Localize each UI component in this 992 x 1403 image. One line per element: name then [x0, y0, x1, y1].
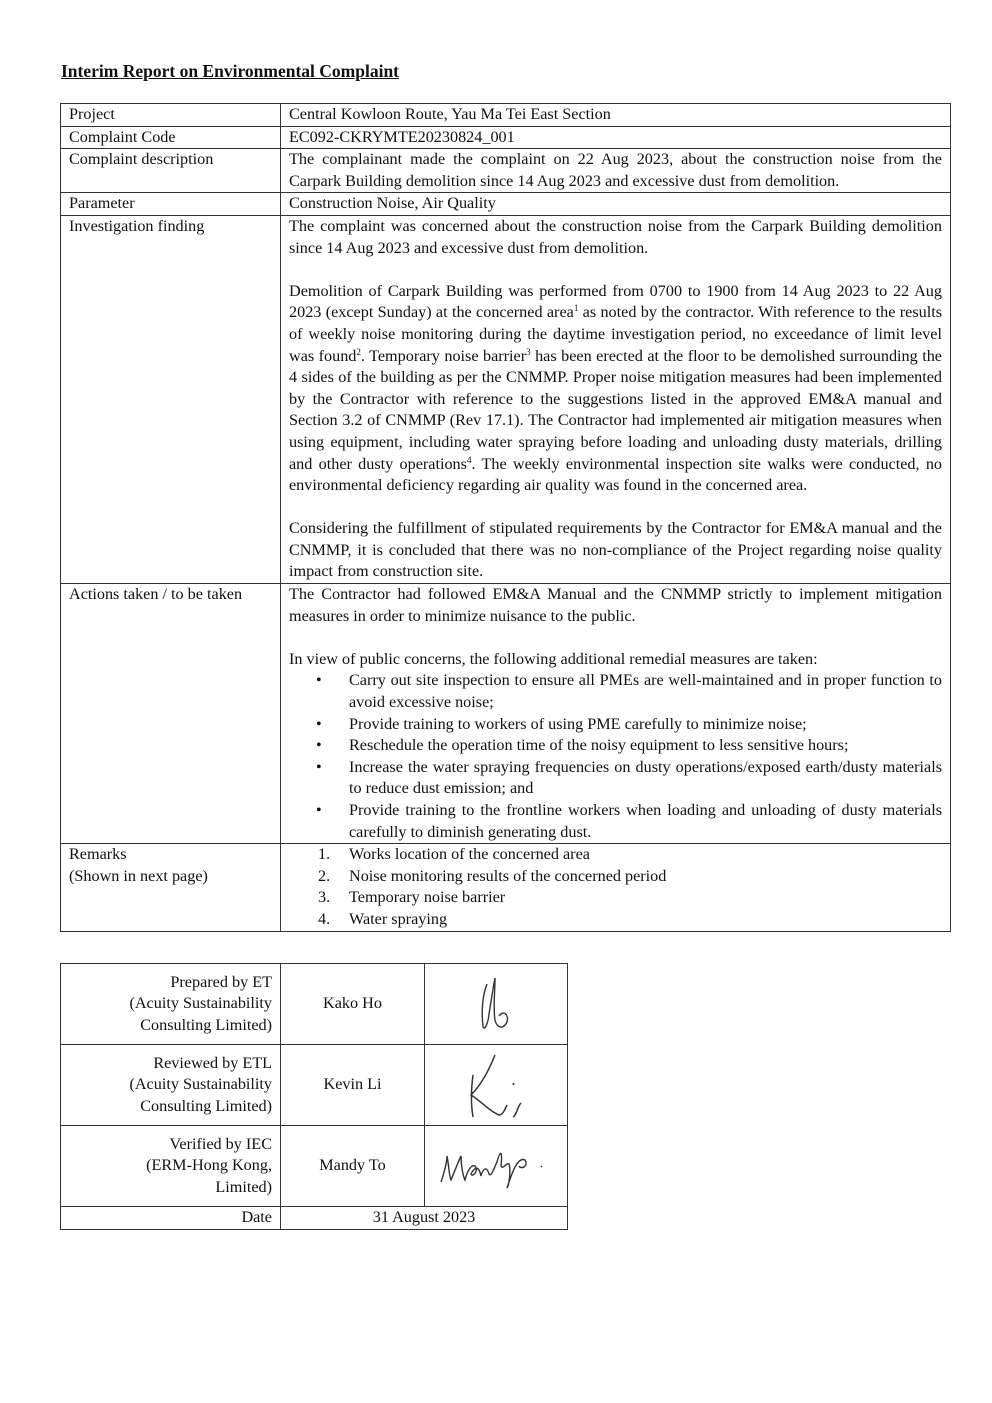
finding-text: Demolition of Carpark Building was performed from 0700 to 1900 from 14 Aug 2023 to 22 Aug 2023 (except Sunday) at the concerned area: [289, 281, 942, 322]
org-text: (Acuity Sustainability: [129, 994, 272, 1013]
signoff-row-verified: [61, 1126, 568, 1207]
signoff-row-date: [61, 1207, 568, 1230]
role-text: Verified by IEC: [169, 1134, 272, 1153]
parameter-label: Parameter: [61, 193, 281, 216]
signoff-table: [60, 963, 568, 1230]
remarks-label: [61, 844, 281, 931]
complaint-code-label: Complaint Code: [61, 126, 281, 149]
actions-label: Actions taken / to be taken: [61, 584, 281, 844]
signature-icon: [425, 1126, 567, 1206]
finding-paragraph-1: The complaint was concerned about the construction noise from the Carpark Building demolition since 14 Aug 2023 and excessive dust from demolition.: [289, 216, 942, 257]
list-text: Noise monitoring results of the concerned period: [349, 866, 667, 885]
remedial-measures-list: [289, 670, 942, 843]
remarks-title: Remarks: [69, 845, 127, 864]
list-item: [318, 909, 942, 931]
org-text: (ERM-Hong Kong,: [146, 1156, 272, 1175]
list-number: 1.: [318, 845, 331, 864]
remarks-value: [281, 844, 951, 931]
org-text: Limited): [215, 1177, 272, 1196]
list-item: • Provide training to the frontline workers when loading and unloading of dusty materials carefully to diminish generating dust.: [349, 800, 942, 843]
row-investigation-finding: [61, 215, 951, 583]
signature-kako-ho: [425, 964, 568, 1045]
date-value: 31 August 2023: [281, 1207, 568, 1230]
row-actions: [61, 584, 951, 844]
list-item: • Increase the water spraying frequencies on dusty operations/exposed earth/dusty materials to reduce dust emission; and: [349, 757, 942, 800]
list-item: • Provide training to workers of using PME carefully to minimize noise;: [349, 714, 942, 736]
actions-paragraph-1: The Contractor had followed EM&A Manual and the CNMMP strictly to implement mitigation measures in order to minimize nuisance to the public.: [289, 585, 942, 625]
finding-text: . Temporary noise barrier: [360, 346, 527, 365]
list-item: [318, 866, 942, 888]
list-number: 2.: [318, 866, 331, 885]
complaint-description-label: Complaint description: [61, 149, 281, 193]
row-project: [61, 104, 951, 127]
list-number: 4.: [318, 909, 331, 928]
finding-paragraph-2: [289, 281, 942, 497]
signature-mandy-to: [425, 1126, 568, 1207]
investigation-finding-label: Investigation finding: [61, 215, 281, 583]
project-value: Central Kowloon Route, Yau Ma Tei East Section: [281, 104, 951, 127]
footnote-2: 2: [356, 346, 361, 357]
verified-by-label: [61, 1126, 281, 1207]
remarks-sublabel: (Shown in next page): [69, 866, 208, 885]
finding-text: . The weekly environmental inspection site walks were conducted, no environmental deficiency regarding air quality was found in the concerned area.: [289, 454, 943, 495]
complaint-code-value: EC092-CKRYMTE20230824_001: [281, 126, 951, 149]
org-text: Consulting Limited): [140, 1015, 272, 1034]
signature-kevin-li: [425, 1045, 568, 1126]
list-text: Temporary noise barrier: [349, 888, 506, 907]
role-text: Prepared by ET: [170, 972, 272, 991]
finding-text: as noted by the contractor. With reference to the results of weekly noise monitoring during the daytime investigation period, no exceedance of limit level was found: [289, 303, 943, 365]
reviewed-by-name: Kevin Li: [281, 1045, 425, 1126]
finding-paragraph-3: Considering the fulfillment of stipulated requirements by the Contractor for EM&A manual and the CNMMP, it is concluded that there was no non-compliance of the Project regarding noise quality impact from construction site.: [289, 519, 942, 581]
signature-icon: [425, 1045, 567, 1125]
remarks-list: [289, 844, 942, 930]
verified-by-name: Mandy To: [281, 1126, 425, 1207]
document-title: Interim Report on Environmental Complaint: [61, 61, 400, 81]
footnote-3: 3: [526, 346, 531, 357]
actions-paragraph-2: In view of public concerns, the following additional remedial measures are taken:: [289, 649, 818, 668]
finding-text: has been erected at the floor to be demolished surrounding the 4 sides of the building as per the CNMMP. Proper noise mitigation measures had been implemented by the Contractor with reference to the suggestions listed in the approved EM&A manual and Section 3.2 of CNMMP (Rev 17.1). The Contractor had implemented air mitigation measures when using equipment, including water spraying before loading and unloading dusty materials, drilling and other dusty operations: [289, 346, 942, 473]
signoff-row-prepared: [61, 964, 568, 1045]
list-item: [318, 844, 942, 866]
list-item: • Carry out site inspection to ensure all PMEs are well-maintained and in proper function to avoid excessive noise;: [349, 670, 942, 713]
list-text: Water spraying: [349, 909, 448, 928]
org-text: (Acuity Sustainability: [129, 1075, 272, 1094]
footnote-1: 1: [573, 303, 579, 314]
signature-icon: [425, 964, 567, 1044]
list-number: 3.: [318, 888, 331, 907]
complaint-description-value: The complainant made the complaint on 22 Aug 2023, about the construction noise from the Carpark Building demolition since 14 Aug 2023 and excessive dust from demolition.: [281, 149, 951, 193]
list-item: [318, 887, 942, 909]
row-parameter: [61, 193, 951, 216]
actions-value: [281, 584, 951, 844]
parameter-value: Construction Noise, Air Quality: [281, 193, 951, 216]
org-text: Consulting Limited): [140, 1096, 272, 1115]
project-label: Project: [61, 104, 281, 127]
date-label: Date: [61, 1207, 281, 1230]
prepared-by-label: [61, 964, 281, 1045]
list-item: • Reschedule the operation time of the noisy equipment to less sensitive hours;: [349, 735, 942, 757]
investigation-finding-value: [281, 215, 951, 583]
complaint-table: [60, 103, 951, 932]
footnote-4: 4: [466, 454, 472, 465]
row-complaint-description: [61, 149, 951, 193]
signoff-row-reviewed: [61, 1045, 568, 1126]
prepared-by-name: Kako Ho: [281, 964, 425, 1045]
reviewed-by-label: [61, 1045, 281, 1126]
role-text: Reviewed by ETL: [153, 1053, 272, 1072]
row-complaint-code: [61, 126, 951, 149]
row-remarks: [61, 844, 951, 931]
list-text: Works location of the concerned area: [349, 845, 590, 864]
